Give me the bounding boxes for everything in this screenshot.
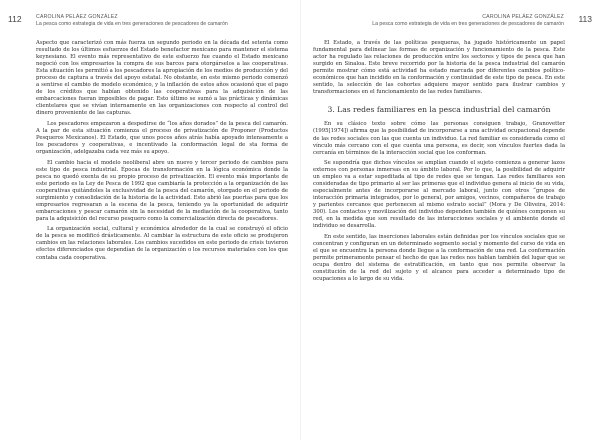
paragraph: Los pescadores empezaron a despedirse de “los años dorados” de la pesca del camarón. A la par de esta situación comienza el proceso de privatización de Proponer (Productos Pesqueros Mexicanos). El Estado, que unos pocos años atrás había apoyado intensamente a los pescadores y cooperativas, e incentivado la conformación legal de sta forma de organización, adelgazaba cada vez más su apoyo. <box>36 120 288 156</box>
paragraph: Aspecto que caracterizó con más fuerza un segundo periodo en la década del setenta como resultado de los últimos esfuerzos del Estado benefactor mexicano para mantener el sistema keynesiano. El evento más representativo de este esfuerzo fue cuando el Estado mexicano negoció con los empresarios la compra de sus barcos para otorgárselos a las cooperativas. Esta situación les permitió a los pescadores la apropiación de los medios de producción y del proceso de captura a través del apoyo estatal. No obstante, en este mismo periodo comenzó a sentirse el cambio de modelo económico, y la inflación de estos años ocasionó que el pago de los créditos que habían obtenido las cooperativas para la adquisición de las embarcaciones fueran imposibles de pagar. Esto último se sumó a las prácticas y dinámicas clientelares que se vivían internamente en las organizaciones con respecto al control del dinero proveniente de las capturas. <box>36 40 288 117</box>
paragraph: La organización social, cultural y económica alrededor de la cual se construyó el oficio de la pesca se modificó drásticamente. Al cambiar la estructura de este oficio se produjeron cambios en las relaciones laborales. Los cambios sucedidos en este periodo de crisis tuvieron efectos diferenciados que dependían de la organización o los recursos materiales con los que contaba cada cooperativa. <box>36 226 288 261</box>
right-header-title: La pesca como estrategia de vida en tres generaciones de pescadores de camarón <box>372 21 564 27</box>
paragraph: El cambio hacia el modelo neoliberal abre un nuevo y tercer periodo de cambios para este tipo de pesca industrial. Épocas de transformación en la lógica económica donde la pesca no quedó exenta de su propio proceso de privatización. El evento más importante de este periodo es la Ley de Pesca de 1992 que cambiaría la protección a la organización de las cooperativas quitándoles la exclusividad de la pesca del camarón, otorgado en el periodo de surgimiento y consolidación de la historia de la actividad. Esto abrió las puertas para que los empresarios regresaran a la escena de la pesca, teniendo ya la oportunidad de adquirir embarcaciones y pescar camarón sin la necesidad de la mediación de la cooperativa, tanto para la adquisición del recurso pesquero como la comercialización directa de pescadores. <box>36 159 288 222</box>
right-body-text <box>313 40 565 283</box>
paragraph: El Estado, a través de las políticas pesqueras, ha jugado históricamente un papel fundamental para delinear las formas de organización y funcionamiento de la pesca. Este actor ha regulado las relaciones de producción entre los sectores y tipos de pesca que han surgido en Sinaloa. Este breve recorrido por la historia de la pesca industrial del camarón permite mostrar cómo está actividad ha estado marcada por diferentes cambios político-económicos que han incidido en la conformación y continuidad de este tipo de pesca. En este sentido, la selección de las cohortes adquiere mayor sentido para ilustrar cambios y transformaciones en el funcionamiento de las redes familiares. <box>313 40 565 96</box>
left-body-text <box>36 40 288 262</box>
section-heading: 3. Las redes familiares en la pesca industrial del camarón <box>327 105 551 115</box>
right-page-number: 113 <box>578 14 592 24</box>
left-header-title: La pesca como estrategia de vida en tres generaciones de pescadores de camarón <box>36 21 228 27</box>
right-header-author: CAROLINA PELÁEZ GONZÁLEZ <box>482 14 564 20</box>
paragraph: En este sentido, las inserciones laborales están definidas por los vínculos sociales que se concentran y configuran en un determinado segmento social y momento del curso de vida en el que se encuentra la persona donde llegue a la conformación de una red. La conformación permite primeramente pensar el hecho de que las redes nos hablan también del lugar que se ocupa dentro del sistema de estratificación, en tanto que nos permite observar la constitución de la red del sujeto y el alcance para acceder a determinado tipo de ocupaciones a lo largo de su vida. <box>313 233 565 283</box>
paragraph: Se supondría que dichos vínculos se amplían cuando el sujeto comienza a generar lazos externos con personas inmersas en su ámbito laboral. Por lo que, la posibilidad de adquirir un empleo va a estar supeditada al tipo de redes que se tengan. Las redes familiares son consideradas de tipo primario al ser las primeras que el individuo genera al inicio de su vida, especialmente antes de incorporarse al mercado laboral, junto con otros “grupos de interacción primaria integrados, por lo general, por amigos, vecinos, compañeros de trabajo y parientes cercanos que pertenecen al mismo estrato social” (Mora y De Oliveira, 2014: 300). Los contactos y movilización del individuo dependen también de quiénes componen su red, en la medida que son resultado de las interacciones sociales y el ambiente donde el individuo se desarrolla. <box>313 160 565 230</box>
paragraph: En su clásico texto sobre cómo las personas consiguen trabajo, Granovetter (1995[1974]) afirma que la posibilidad de incorporarse a una actividad ocupacional depende de las redes sociales con las que cuenta un individuo. La red familiar es considerada como el vínculo más cercano con el que cuenta una persona, es decir, son vínculos fuertes dada la cercanía en términos de la interacción social que los conforman. <box>313 121 565 156</box>
left-running-header <box>36 14 228 28</box>
left-header-author: CAROLINA PELÁEZ GONZÁLEZ <box>36 14 118 20</box>
right-page <box>300 0 600 440</box>
right-running-header <box>372 14 564 28</box>
left-page-number: 112 <box>8 14 22 24</box>
